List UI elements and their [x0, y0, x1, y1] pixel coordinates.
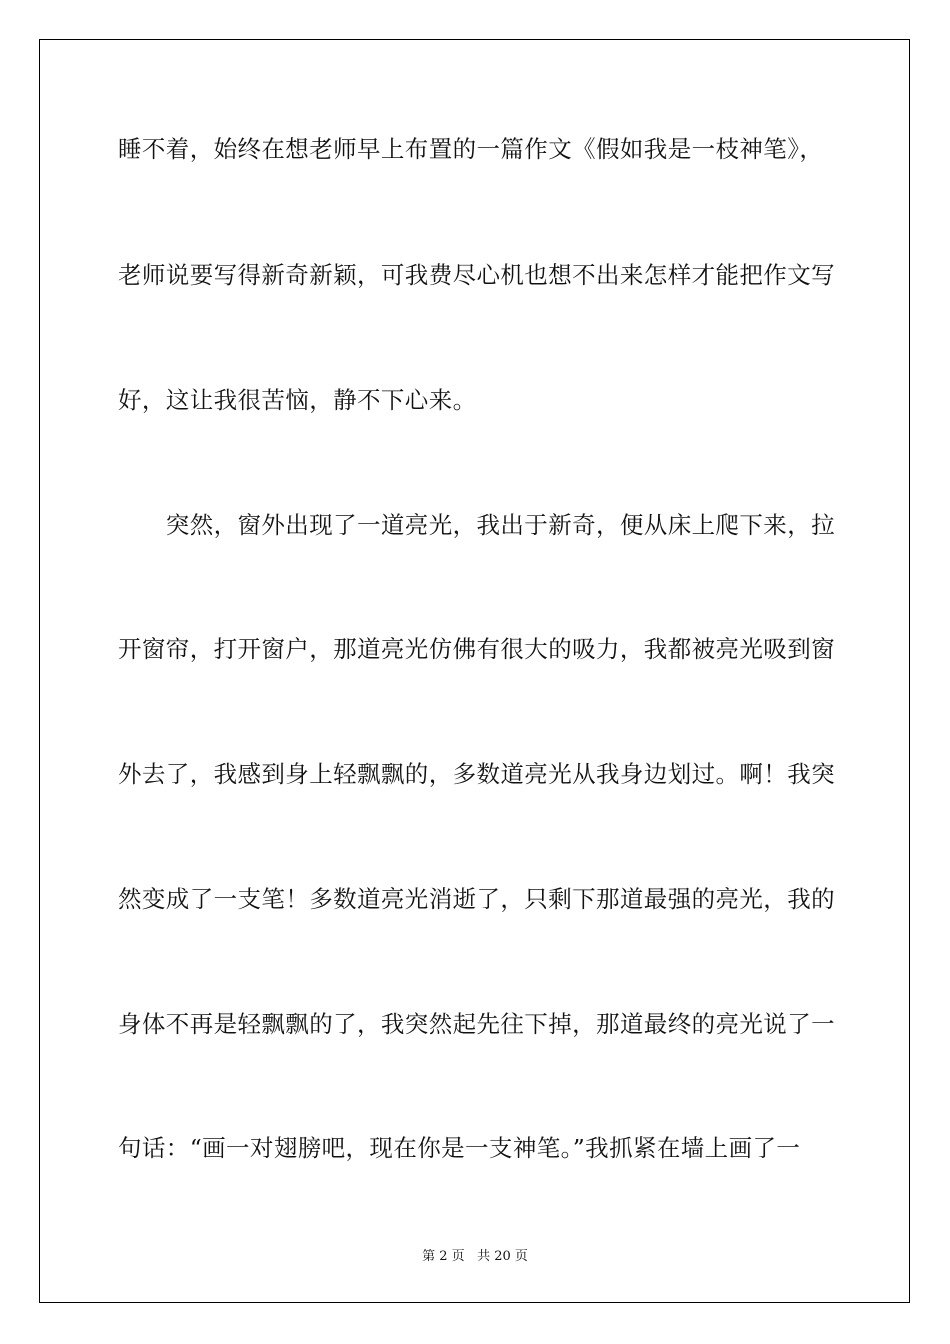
text-line-7: 然变成了一支笔！多数道亮光消逝了，只剩下那道最强的亮光，我的	[118, 885, 835, 913]
page-footer	[0, 1248, 950, 1266]
text-line-5: 开窗帘，打开窗户，那道亮光仿佛有很大的吸力，我都被亮光吸到窗	[118, 635, 835, 663]
text-line-9: 句话：“画一对翅膀吧，现在你是一支神笔。”我抓紧在墙上画了一	[118, 1134, 801, 1162]
page-total: 共 20 页	[477, 1249, 528, 1264]
text-line-8: 身体不再是轻飘飘的了，我突然起先往下掉，那道最终的亮光说了一	[118, 1010, 835, 1038]
text-line-6: 外去了，我感到身上轻飘飘的，多数道亮光从我身边划过。啊！我突	[118, 760, 835, 788]
text-line-4: 突然，窗外出现了一道亮光，我出于新奇，便从床上爬下来，拉	[118, 511, 835, 539]
text-line-2: 老师说要写得新奇新颖，可我费尽心机也想不出来怎样才能把作文写	[118, 261, 835, 289]
text-line-1: 睡不着，始终在想老师早上布置的一篇作文《假如我是一枝神笔》，	[118, 135, 824, 163]
text-line-3: 好，这让我很苦恼，静不下心来。	[118, 386, 477, 414]
page-number: 第 2 页	[422, 1249, 465, 1264]
page-border	[39, 39, 910, 1303]
